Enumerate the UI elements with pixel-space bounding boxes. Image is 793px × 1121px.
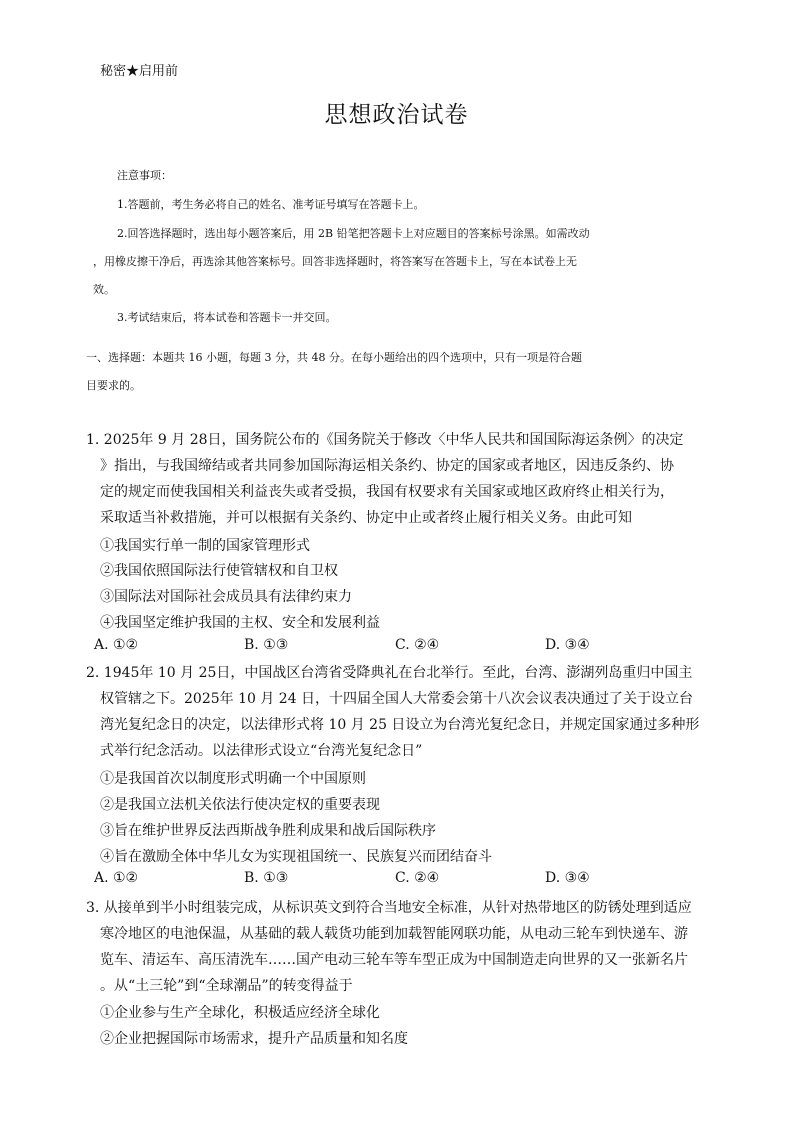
question-1-choice-b: B. ①③ xyxy=(244,637,289,653)
question-1-option: ②我国依照国际法行使管辖权和自卫权 xyxy=(100,563,338,579)
exam-title: 思想政治试卷 xyxy=(324,102,469,128)
notice-heading: 注意事项： xyxy=(117,169,172,182)
question-2-option: ②是我国立法机关依法行使决定权的重要表现 xyxy=(100,797,380,813)
question-2-choice-c: C. ②④ xyxy=(395,870,440,886)
question-3-option: ①企业参与生产全球化，积极适应经济全球化 xyxy=(100,1005,380,1021)
question-1-option: ④我国坚定维护我国的主权、安全和发展利益 xyxy=(100,615,380,631)
question-3-line: 览车、清运车、高压清洗车……国产电动三轮车等车型正成为中国制造走向世界的又一张新名片 xyxy=(100,952,688,968)
question-3-line: 3. 从接单到半小时组装完成，从标识英文到符合当地安全标准，从针对热带地区的防锈处理到适应 xyxy=(86,900,692,916)
question-2-choice-b: B. ①③ xyxy=(244,870,289,886)
question-1-choice-c: C. ②④ xyxy=(395,637,440,653)
question-3-line: 寒冷地区的电池保温，从基础的载人载货功能到加载智能网联功能，从电动三轮车到快递车、游 xyxy=(100,926,688,942)
question-2-option: ①是我国首次以制度形式明确一个中国原则 xyxy=(100,771,366,787)
question-1-line: 定的规定而使我国相关利益丧失或者受损，我国有权要求有关国家或地区政府终止相关行为， xyxy=(100,484,674,500)
section-heading-line-2: 目要求的。 xyxy=(86,379,141,392)
question-2-choice-d: D. ③④ xyxy=(545,870,590,886)
question-1-option: ①我国实行单一制的国家管理形式 xyxy=(100,538,310,554)
question-1-choice-a: A. ①② xyxy=(94,637,139,653)
question-2-option: ③旨在维护世界反法西斯战争胜利成果和战后国际秩序 xyxy=(100,823,436,839)
notice-item-2-line-1: 2.回答选择题时，选出每小题答案后，用 2B 铅笔把答题卡上对应题目的答案标号涂黑。如需改动 xyxy=(117,227,590,240)
notice-item-2-line-3: 效。 xyxy=(93,283,115,296)
question-3-option: ②企业把握国际市场需求，提升产品质量和知名度 xyxy=(100,1031,408,1047)
section-heading-line-1: 一、选择题：本题共 16 小题，每题 3 分，共 48 分。在每小题给出的四个选项中，只有一项是符合题 xyxy=(86,351,582,364)
notice-item-3: 3.考试结束后，将本试卷和答题卡一并交回。 xyxy=(117,311,337,324)
question-1-choice-d: D. ③④ xyxy=(545,637,590,653)
secret-label: 秘密★启用前 xyxy=(100,64,179,79)
notice-item-2-line-2: ，用橡皮擦干净后，再选涂其他答案标号。回答非选择题时，将答案写在答题卡上，写在本试卷上无 xyxy=(93,255,577,268)
question-3-line: 。从“土三轮”到“全球潮品”的转变得益于 xyxy=(100,978,353,994)
question-2-line: 2. 1945年 10 月 25日，中国战区台湾省受降典礼在台北举行。至此，台湾、澎湖列岛重归中国主 xyxy=(86,665,693,681)
question-1-option: ③国际法对国际社会成员具有法律约束力 xyxy=(100,589,352,605)
question-2-line: 式举行纪念活动。以法律形式设立“台湾光复纪念日” xyxy=(100,743,423,759)
question-2-line: 湾光复纪念日的决定，以法律形式将 10 月 25 日设立为台湾光复纪念日，并规定国家通过多种形 xyxy=(100,717,700,733)
question-1-line: 1. 2025年 9 月 28日，国务院公布的《国务院关于修改〈中华人民共和国国际海运条例〉的决定 xyxy=(86,432,684,448)
question-1-line: 采取适当补救措施，并可以根据有关条约、协定中止或者终止履行相关义务。由此可知 xyxy=(100,510,632,526)
question-1-line: 》指出，与我国缔结或者共同参加国际海运相关条约、协定的国家或者地区，因违反条约、协 xyxy=(100,458,674,474)
question-2-option: ④旨在激励全体中华儿女为实现祖国统一、民族复兴而团结奋斗 xyxy=(100,849,492,865)
question-2-choice-a: A. ①② xyxy=(94,870,139,886)
question-2-line: 权管辖之下。2025年 10 月 24 日，十四届全国人大常委会第十八次会议表决通过了关于设立台 xyxy=(100,691,694,707)
notice-item-1: 1.答题前，考生务必将自己的姓名、准考证号填写在答题卡上。 xyxy=(117,198,425,211)
